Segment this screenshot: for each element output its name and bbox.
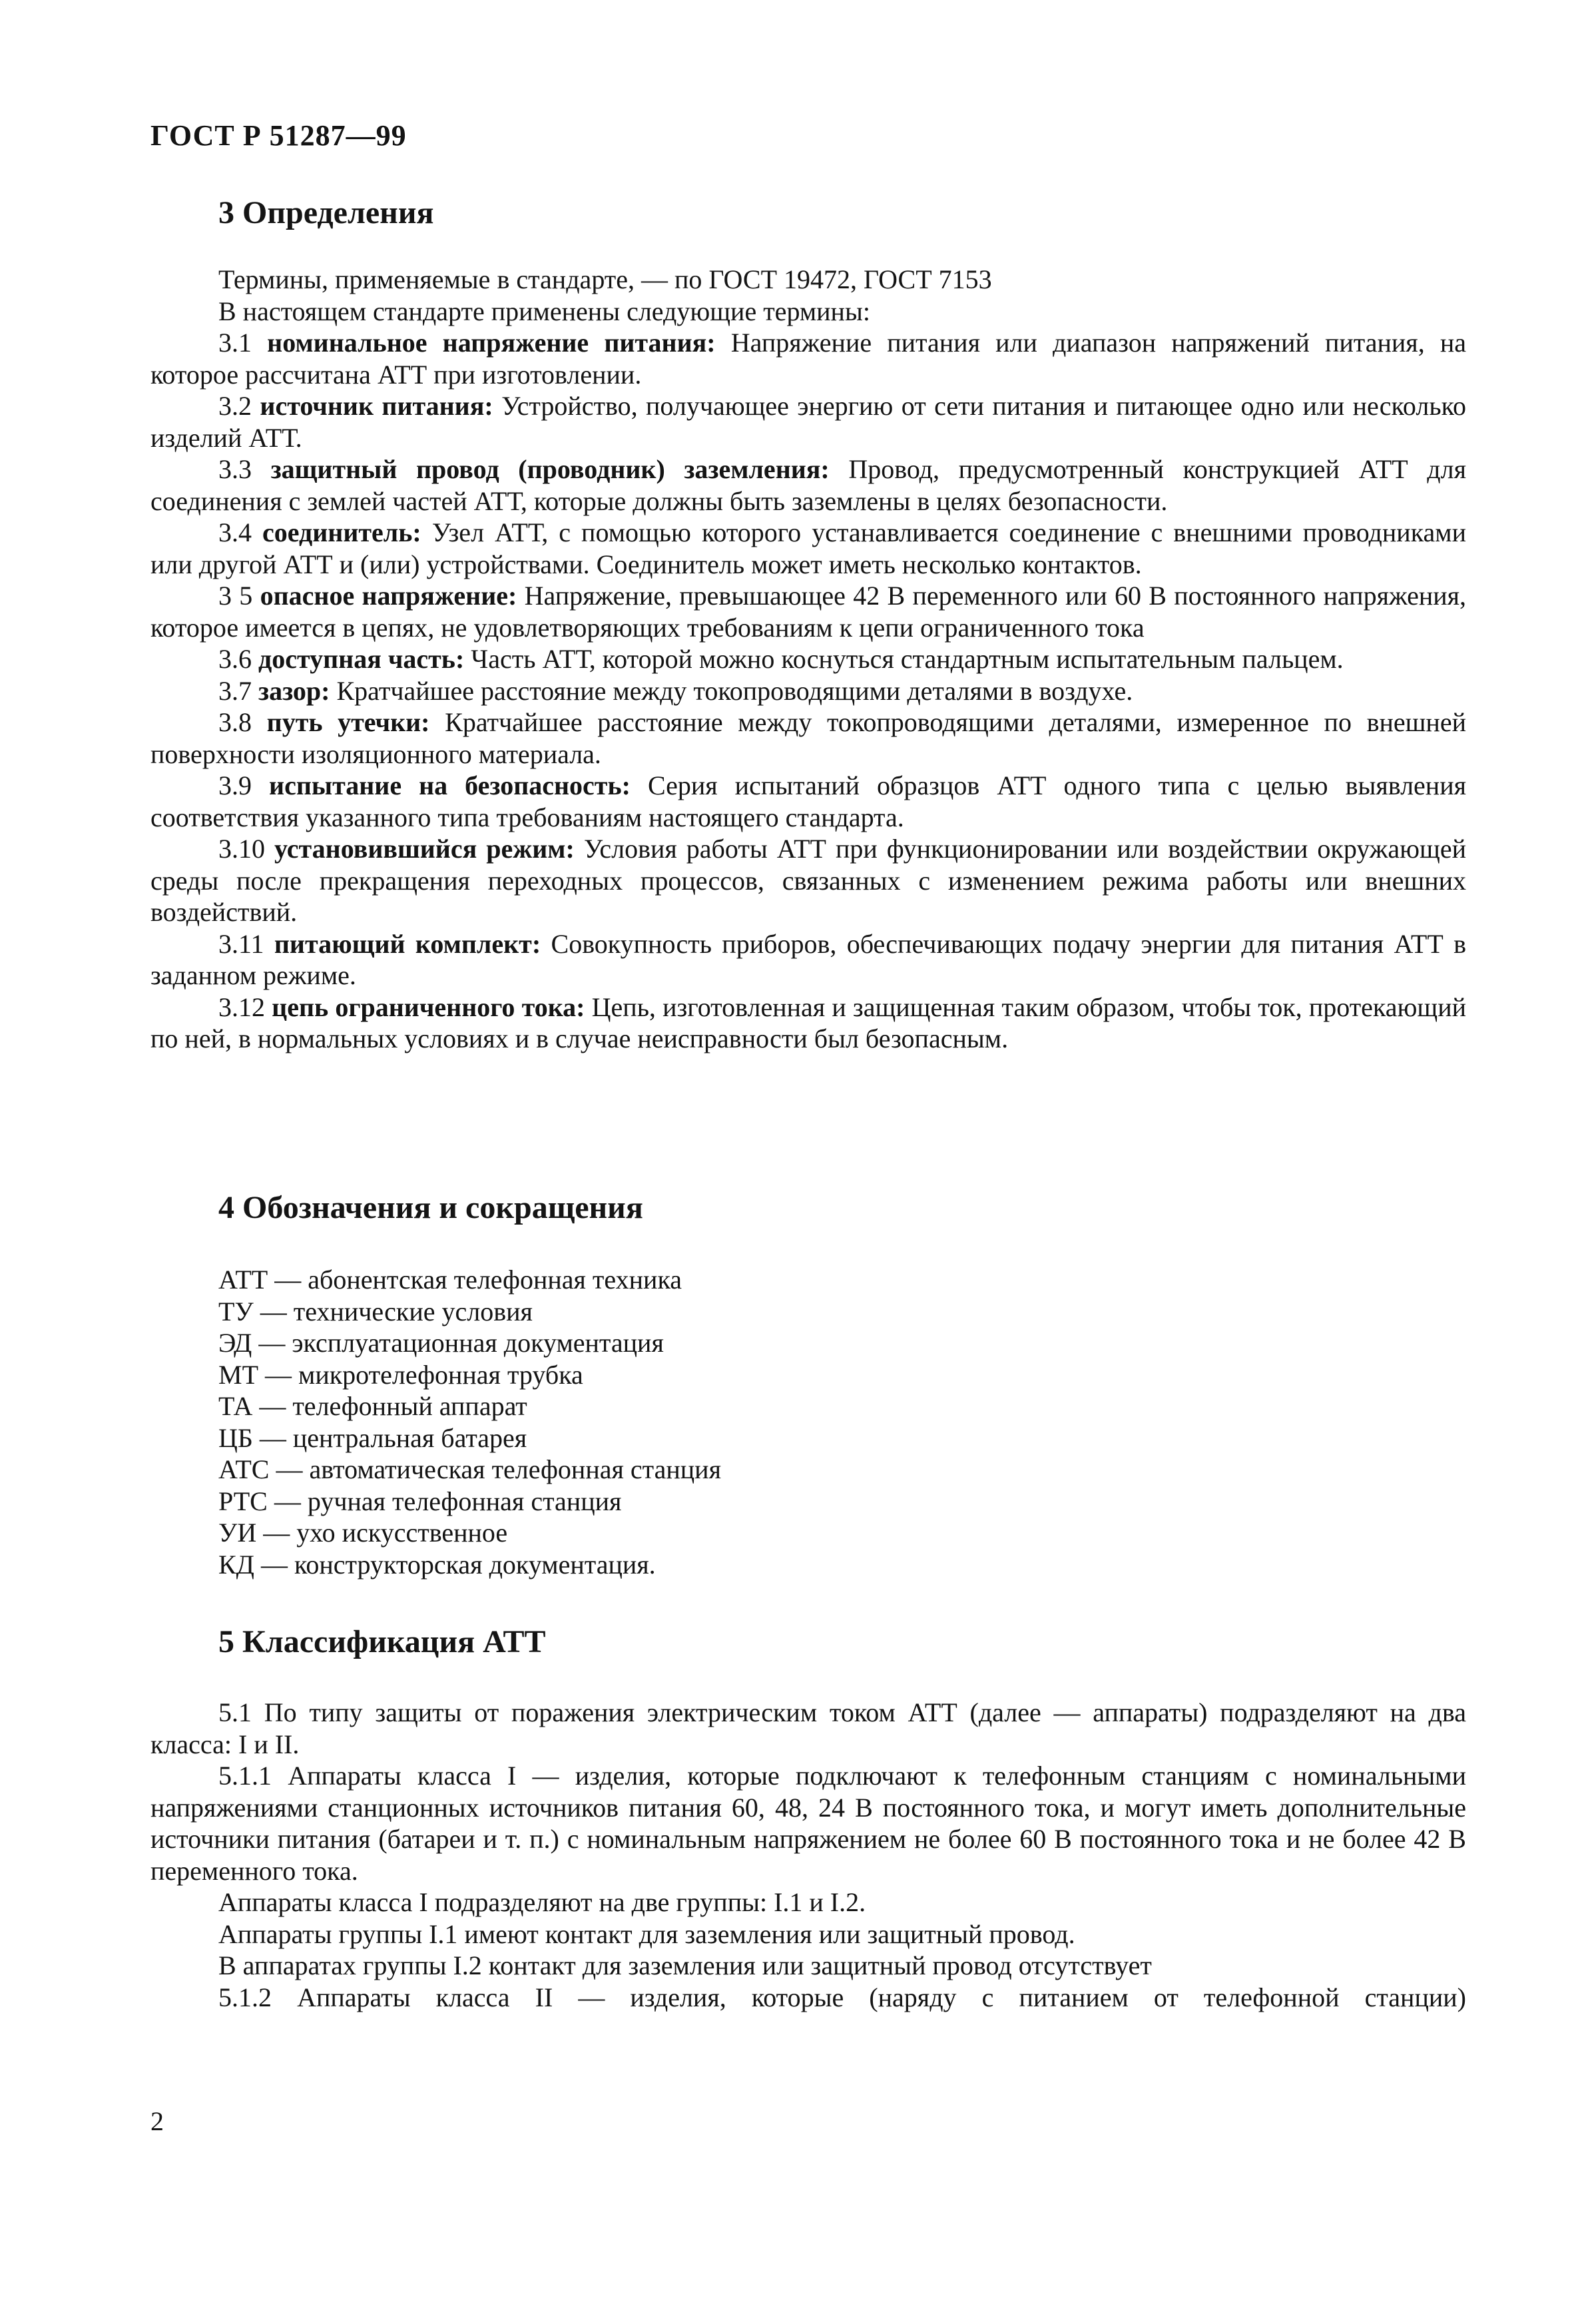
definition-number: 3.10 — [218, 834, 265, 864]
definition-text: Устройство, получающее энергию от сети питания и питающее одно или несколько изделий АТТ. — [150, 391, 1467, 453]
definition-number: 3.3 — [218, 454, 252, 484]
definition-3-12 — [150, 992, 1466, 1055]
abbreviation-item: ТА — телефонный аппарат — [218, 1391, 527, 1421]
definition-number: 3.8 — [218, 707, 252, 737]
paragraph-5-1-1: 5.1.1 Аппараты класса I — изделия, которые подключают к телефонным станциям с номинальными напряжениями станционных источников питания 60, 48, 24 В постоянного тока, и могут иметь дополнительные источники питания (батареи и т. п.) с номинальным напряжением не более 60 В постоянного тока и не более 42 В переменного тока. — [150, 1761, 1466, 1886]
definition-3-2 — [150, 390, 1466, 453]
definition-text: Напряжение, превышающее 42 В переменного или 60 В постоянного напряжения, которое имеется в цепях, не удовлетворяющих требованиям к цепи ограниченного тока — [150, 581, 1467, 643]
abbreviation-item: ЭД — эксплуатационная документация — [218, 1328, 664, 1358]
definition-3-7 — [150, 675, 1466, 707]
definition-3-1 — [150, 327, 1466, 390]
definition-text: Напряжение питания или диапазон напряжений питания, на которое рассчитана АТТ при изготовлении. — [150, 328, 1466, 390]
document-code-header: ГОСТ Р 51287—99 — [150, 119, 407, 152]
definition-number: 3.12 — [218, 992, 265, 1022]
definition-number: 3 5 — [218, 581, 253, 611]
paragraph-group-i-1: Аппараты группы I.1 имеют контакт для заземления или защитный провод. — [218, 1918, 1075, 1949]
section-5-title: 5 Классификация АТТ — [218, 1624, 546, 1659]
abbreviation-item: УИ — ухо искусственное — [218, 1518, 508, 1548]
definition-3-6 — [150, 643, 1466, 675]
abbreviation-item: ЦБ — центральная батарея — [218, 1422, 527, 1453]
definition-text: Условия работы АТТ при функционировании или воздействии окружающей среды после прекращения переходных процессов, связанных с изменением режима работы или внешних воздействий. — [150, 834, 1466, 927]
paragraph-5-1: 5.1 По типу защиты от поражения электрическим током АТТ (далее — аппараты) подразделяют на два класса: I и II. — [150, 1697, 1466, 1759]
section-3-intro-2: В настоящем стандарте применены следующие термины: — [218, 296, 870, 326]
paragraph-class-i-groups: Аппараты класса I подразделяют на две группы: I.1 и I.2. — [218, 1887, 866, 1917]
definition-number: 3.7 — [218, 675, 252, 706]
section-4-title: 4 Обозначения и сокращения — [218, 1190, 643, 1225]
abbreviation-item: АТТ — абонентская телефонная техника — [218, 1265, 682, 1295]
definition-text: Узел АТТ, с помощью которого устанавливается соединение с внешними проводниками или другой АТТ и (или) устройствами. Соединитель может иметь несколько контактов. — [150, 517, 1467, 579]
definition-term: зазор: — [258, 675, 330, 706]
page-number: 2 — [150, 2106, 164, 2136]
definition-3-11 — [150, 928, 1466, 992]
abbreviation-item: РТС — ручная телефонная станция — [218, 1486, 622, 1516]
definition-number: 3.11 — [218, 928, 264, 959]
section-3-title: 3 Определения — [218, 195, 434, 230]
definition-term: защитный провод (проводник) заземления: — [270, 454, 830, 484]
abbreviation-item: КД — конструкторская документация. — [218, 1549, 656, 1580]
section-3-body — [150, 264, 1466, 1055]
definition-number: 3.6 — [218, 644, 252, 674]
definition-number: 3.9 — [218, 770, 252, 800]
definition-term: соединитель: — [262, 517, 421, 547]
abbreviations-list — [218, 1264, 721, 1580]
definition-term: установившийся режим: — [274, 834, 575, 864]
definition-number: 3.4 — [218, 517, 252, 547]
definition-term: испытание на безопасность: — [269, 770, 631, 800]
definition-text: Совокупность приборов, обеспечивающих подачу энергии для питания АТТ в заданном режиме. — [150, 928, 1467, 990]
definition-3-8 — [150, 707, 1466, 770]
definition-text: Кратчайшее расстояние между токопроводящими деталями в воздухе. — [336, 675, 1133, 706]
abbreviation-item: МТ — микротелефонная трубка — [218, 1359, 583, 1390]
definition-text: Кратчайшее расстояние между токопроводящими деталями, измеренное по внешней поверхности изоляционного материала. — [150, 707, 1466, 769]
definition-3-9 — [150, 770, 1466, 833]
paragraph-group-i-2: В аппаратах группы I.2 контакт для заземления или защитный провод отсутствует — [218, 1950, 1152, 1980]
definition-term: опасное напряжение: — [260, 581, 517, 611]
definition-term: питающий комплект: — [274, 928, 541, 959]
definition-3-5 — [150, 580, 1466, 643]
section-5-body — [150, 1697, 1466, 2013]
definition-number: 3.1 — [218, 328, 252, 358]
paragraph-5-1-2: 5.1.2 Аппараты класса II — изделия, которые (наряду с питанием от телефонной станции) — [218, 1982, 1466, 2012]
definition-term: доступная часть: — [258, 644, 465, 674]
definition-text: Провод, предусмотренный конструкцией АТТ для соединения с землей частей АТТ, которые должны быть заземлены в целях безопасности. — [150, 454, 1467, 516]
definition-text: Часть АТТ, которой можно коснуться стандартным испытательным пальцем. — [471, 644, 1344, 674]
definition-3-10 — [150, 833, 1466, 928]
section-3-intro-1: Термины, применяемые в стандарте, — по ГОСТ 19472, ГОСТ 7153 — [218, 264, 992, 294]
definition-term: источник питания: — [260, 391, 493, 421]
abbreviation-item: АТС — автоматическая телефонная станция — [218, 1454, 721, 1484]
definition-term: цепь ограниченного тока: — [272, 992, 585, 1022]
abbreviation-item: ТУ — технические условия — [218, 1296, 533, 1326]
definition-text: Цепь, изготовленная и защищенная таким образом, чтобы ток, протекающий по ней, в нормальных условиях и в случае неисправности был безопасным. — [150, 992, 1467, 1053]
definition-3-3 — [150, 453, 1466, 517]
definition-term: номинальное напряжение питания: — [267, 328, 716, 358]
definition-text: Серия испытаний образцов АТТ одного типа с целью выявления соответствия указанного типа требованиям настоящего стандарта. — [150, 770, 1467, 832]
definition-term: путь утечки: — [266, 707, 430, 737]
definition-3-4 — [150, 517, 1466, 580]
definition-number: 3.2 — [218, 391, 252, 421]
